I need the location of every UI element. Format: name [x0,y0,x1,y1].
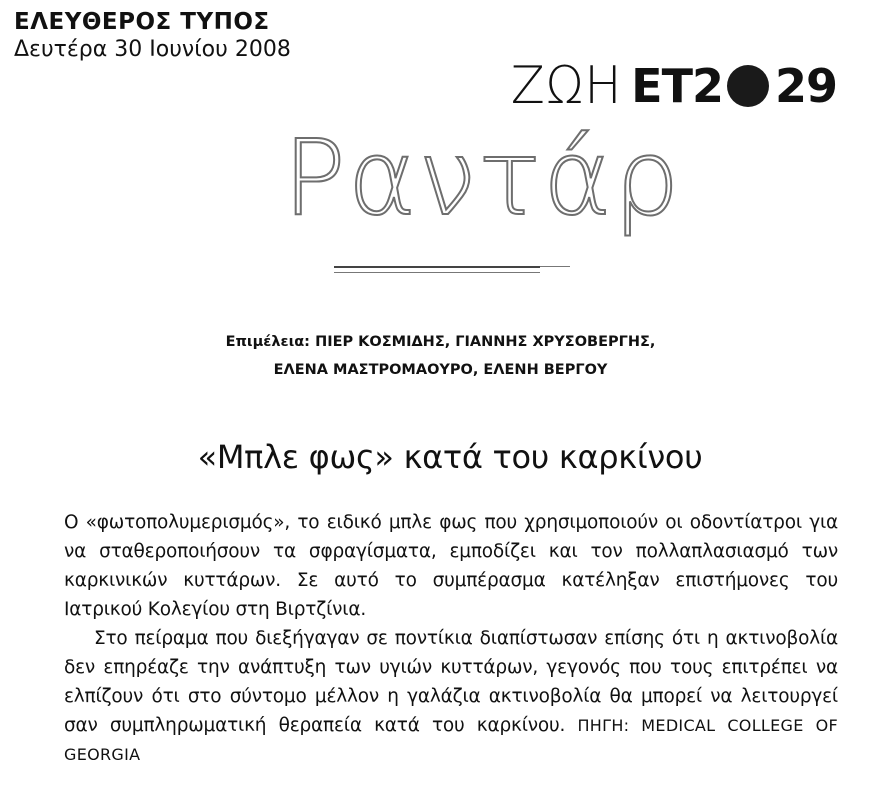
editorial-credits [0,328,881,384]
masthead [14,8,291,64]
credits-label: Επιμέλεια: [225,334,310,350]
page-number: 29 [774,59,837,113]
article-headline: «Μπλε φως» κατά του καρκίνου [197,438,703,476]
publication-name: ΕΛΕΥΘΕΡΟΣ ΤΥΠΟΣ [14,9,270,35]
article-paragraph-2-text: Στο πείραμα που διεξήγαγαν σε ποντίκια διαπίστωσαν επίσης ότι η ακτινοβολία δεν επηρέαζε την ανάπτυξη των υγιών κυττάρων, γεγονός που τους επιτρέπει να ελπίζουν ότι στο σύντομο μέλλον η γαλάζια ακτινοβολία θα μπορεί να λειτουργεί σαν συμπληρωματική θεραπεία κατά του καρκίνου. [64,628,838,736]
bullet-dot-icon [727,65,769,107]
publication-date: Δευτέρα 30 Ιουνίου 2008 [14,37,291,62]
section-name: ΖΩΗ [510,56,623,116]
article-body [64,508,838,769]
column-title: Ραντάρ [283,117,682,239]
credits-names-line2: ΕΛΕΝΑ ΜΑΣΤΡΟΜΑΟΥΡΟ, ΕΛΕΝΗ ΒΕΡΓΟΥ [273,362,608,378]
title-underline [334,266,540,273]
credits-names-line1: ΠΙΕΡ ΚΟΣΜΙΔΗΣ, ΓΙΑΝΝΗΣ ΧΡΥΣΟΒΕΡΓΗΣ, [315,334,656,350]
section-header [508,56,837,116]
article-source: ΠΗΓΗ: MEDICAL COLLEGE OF GEORGIA [64,716,838,764]
article-paragraph-2 [64,624,838,769]
section-badge: ΕΤ2 [631,59,723,113]
title-underline-tail [540,266,570,267]
article-paragraph-1: Ο «φωτοπολυμερισμός», το ειδικό μπλε φως που χρησιμοποιούν οι οδοντίατροι για να σταθεροποιήσουν τα σφραγίσματα, εμποδίζει και τον πολλαπλασιασμό των καρκινικών κυττάρων. Σε αυτό το συμπέρασμα κατέληξαν επιστήμονες του Ιατρικού Κολεγίου στη Βιρτζίνια. [64,512,838,620]
